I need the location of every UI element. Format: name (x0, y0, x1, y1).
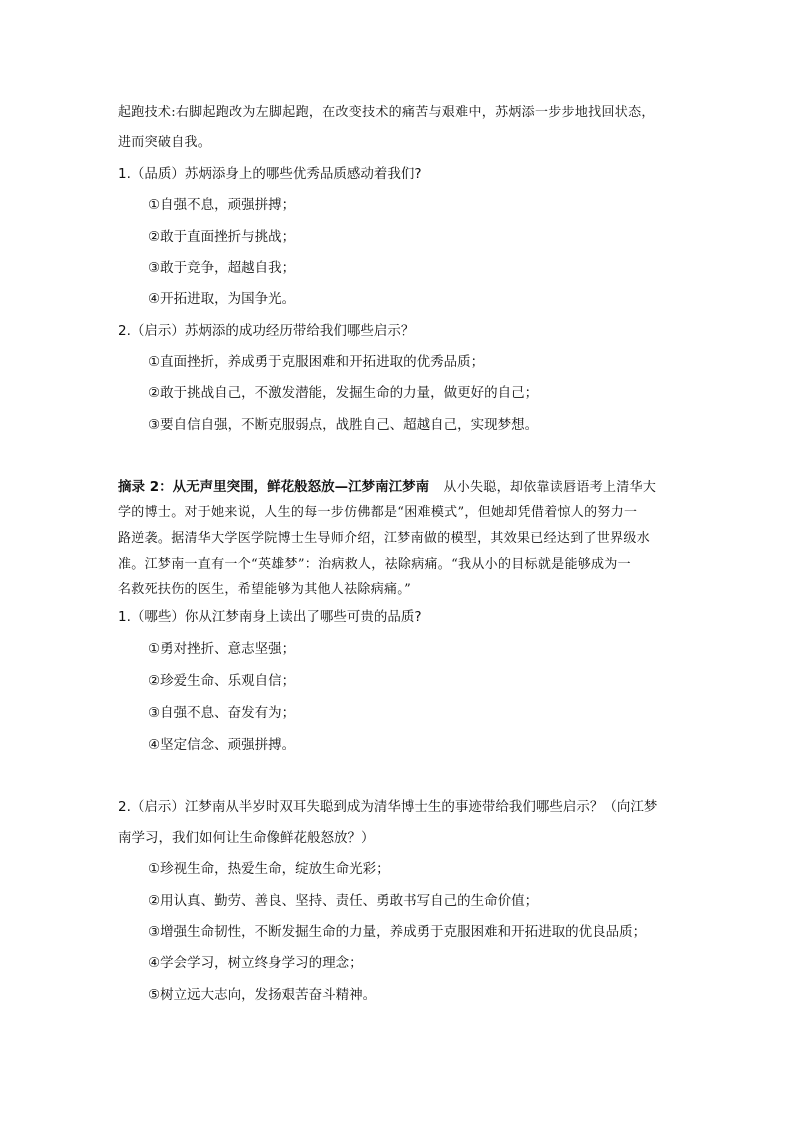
question-heading: 1.（品质）苏炳添身上的哪些优秀品质感动着我们? (118, 166, 422, 182)
answer-item: ②敢于直面挫折与挑战； (148, 229, 296, 245)
excerpt-heading: 摘录 2：从无声里突围，鲜花般怒放—江梦南江梦南 (118, 479, 430, 495)
question-heading: 2.（启示）江梦南从半岁时双耳失聪到成为清华博士生的事迹带给我们哪些启示？（向江梦 (118, 799, 658, 815)
answer-item: ②敢于挑战自己，不激发潜能，发掘生命的力量，做更好的自己； (148, 385, 539, 401)
excerpt-line: 路逆袭。据清华大学医学院博士生导师介绍，江梦南做的模型，其效果已经达到了世界级水 (118, 531, 651, 546)
answer-item: ③要自信自强，不断克服弱点，战胜自己、超越自己，实现梦想。 (148, 417, 539, 433)
answer-item: ⑤树立远大志向，发扬艰苦奋斗精神。 (148, 987, 377, 1003)
answer-item: ①勇对挫折、意志坚强； (148, 641, 296, 657)
question-heading: 1.（哪些）你从江梦南身上读出了哪些可贵的品质? (118, 609, 422, 625)
excerpt-text: 从小失聪，却依靠读唇语考上清华大 (443, 480, 657, 495)
excerpt-first-line (118, 478, 656, 497)
answer-item: ④开拓进取，为国争光。 (148, 291, 296, 307)
answer-item: ③自强不息、奋发有为； (148, 705, 296, 721)
answer-item: ①直面挫折，养成勇于克服困难和开拓进取的优秀品质； (148, 354, 485, 370)
excerpt-line: 名救死扶伤的医生，希望能够为其他人祛除病痛。” (118, 582, 412, 597)
answer-item: ③敢于竞争，超越自我； (148, 260, 296, 276)
answer-item: ③增强生命韧性，不断发掘生命的力量，养成勇于克服困难和开拓进取的优良品质； (148, 924, 647, 940)
answer-item: ①珍视生命，热爱生命，绽放生命光彩； (148, 861, 390, 877)
excerpt-line: 学的博士。对于她来说，人生的每一步仿佛都是“困难模式”，但她却凭借着惊人的努力一 (118, 505, 638, 520)
answer-item: ②用认真、勤劳、善良、坚持、责任、勇敢书写自己的生命价值； (148, 893, 539, 909)
passage-line: 起跑技术:右脚起跑改为左脚起跑，在改变技术的痛苦与艰难中，苏炳添一步步地找回状态， (118, 105, 655, 120)
answer-item: ②珍爱生命、乐观自信； (148, 673, 296, 689)
question-heading-continued: 南学习，我们如何让生命像鲜花般怒放？） (118, 830, 375, 846)
answer-item: ④学会学习，树立终身学习的理念； (148, 955, 363, 971)
answer-item: ①自强不息，顽强拼搏； (148, 197, 296, 213)
answer-item: ④坚定信念、顽强拼搏。 (148, 737, 296, 753)
excerpt-line: 准。江梦南一直有一个“英雄梦”：治病救人，祛除病痛。“我从小的目标就是能够成为一 (118, 557, 631, 572)
passage-line: 进而突破自我。 (118, 135, 212, 150)
question-heading: 2.（启示）苏炳添的成功经历带给我们哪些启示？ (118, 323, 415, 339)
